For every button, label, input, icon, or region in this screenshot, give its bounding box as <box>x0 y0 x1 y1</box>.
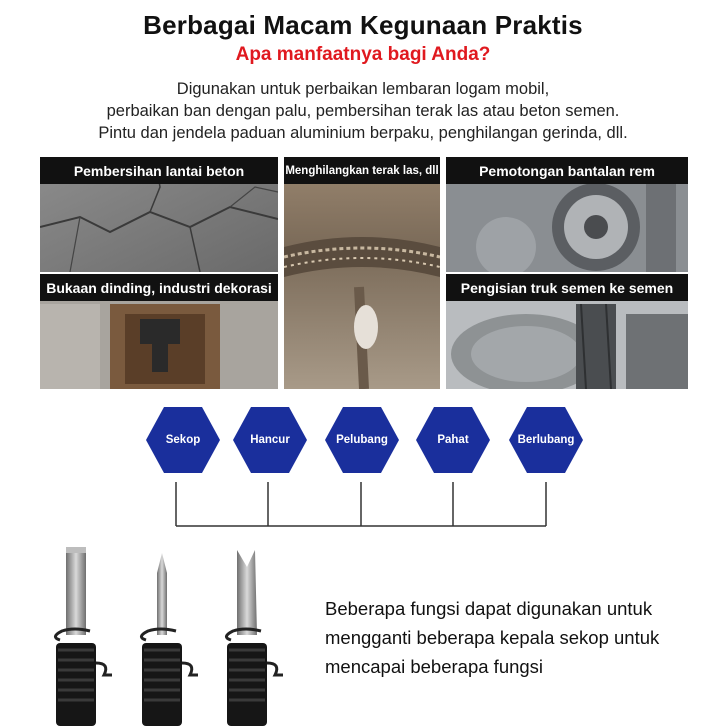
function-label: Sekop <box>165 434 201 446</box>
page-subtitle: Apa manfaatnya bagi Anda? <box>235 44 491 65</box>
bottom-text-line-1: Beberapa fungsi dapat digunakan untuk <box>325 598 653 619</box>
description-line-3: Pintu dan jendela paduan aluminium berpaku, penghilangan gerinda, dll. <box>98 124 628 142</box>
bottom-text-line-3: mencapai beberapa fungsi <box>325 656 544 677</box>
forked-chisel-icon <box>226 550 283 726</box>
bottom-text-line-2: mengganti beberapa kepala sekop untuk <box>325 627 660 648</box>
panel-label: Menghilangkan terak las, dll <box>284 157 440 184</box>
pointed-chisel-icon <box>141 553 198 726</box>
tool-bits-image <box>40 545 300 726</box>
function-label: Pelubang <box>336 434 388 446</box>
panel-label: Pemotongan bantalan rem <box>446 157 688 184</box>
panel-label: Pengisian truk semen ke semen <box>446 274 688 301</box>
panel-label: Bukaan dinding, industri dekorasi <box>40 274 278 301</box>
function-label: Pahat <box>437 434 469 446</box>
description-line-2: perbaikan ban dengan palu, pembersihan terak las atau beton semen. <box>106 102 620 120</box>
page-title: Berbagai Macam Kegunaan Praktis <box>143 10 583 40</box>
panel-label: Pembersihan lantai beton <box>40 157 278 184</box>
function-label: Berlubang <box>517 434 575 446</box>
flat-chisel-icon <box>55 547 112 726</box>
function-label: Hancur <box>250 434 290 446</box>
description-line-1: Digunakan untuk perbaikan lembaran logam mobil, <box>176 80 550 98</box>
bottom-description <box>325 594 720 681</box>
